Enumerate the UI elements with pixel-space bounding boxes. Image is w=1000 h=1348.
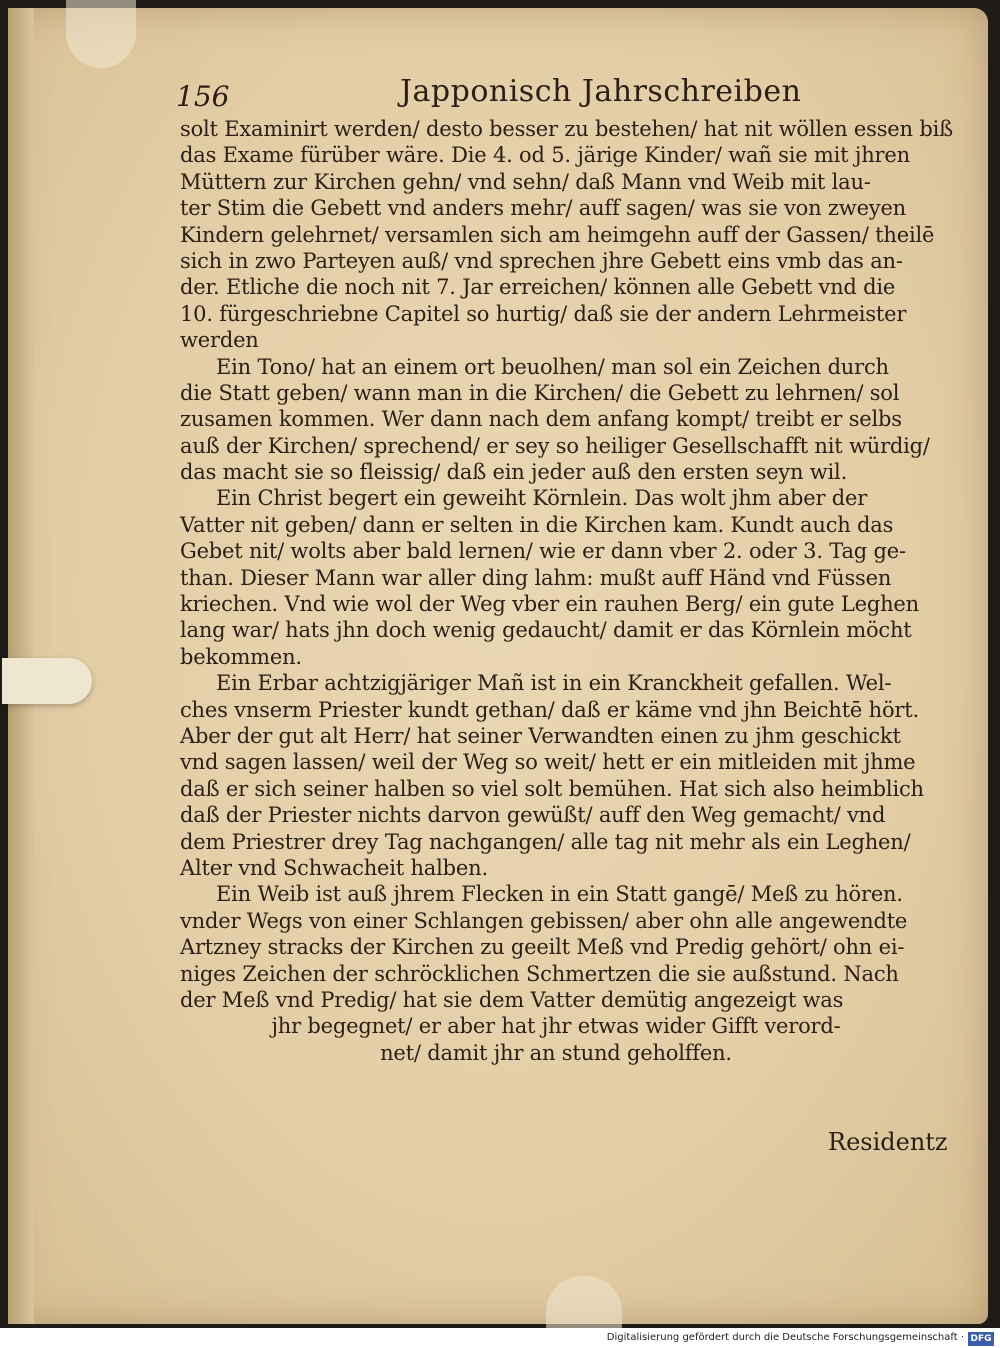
running-title: Japponisch Jahrschreiben [400, 74, 802, 109]
page-number: 156 [176, 80, 230, 113]
paragraph-start-line: Ein Christ begert ein geweiht Körnlein. Das wolt jhm aber der [216, 486, 868, 511]
text-line: die Statt geben/ wann man in die Kirchen/ die Gebett zu lehrnen/ sol [180, 380, 900, 405]
text-line: dem Priestrer drey Tag nachgangen/ alle tag nit mehr als ein Leghen/ [180, 829, 911, 854]
paragraph-start-line: Ein Weib ist auß jhrem Flecken in ein Statt gangē/ Meß zu hören. [216, 882, 903, 907]
text-line: bekommen. [180, 644, 302, 669]
text-line: 10. fürgeschriebne Capitel so hurtig/ daß sie der andern Lehrmeister [180, 301, 907, 326]
text-line: ter Stim die Gebett vnd anders mehr/ auff sagen/ was sie von zweyen [180, 196, 907, 221]
text-line: Alter vnd Schwacheit halben. [180, 855, 488, 880]
text-line: der Meß vnd Predig/ hat sie dem Vatter demütig angezeigt was [180, 987, 844, 1012]
body-text [180, 116, 953, 1066]
footer-bar [0, 1330, 1000, 1348]
paragraph-start-line: Ein Tono/ hat an einem ort beuolhen/ man sol ein Zeichen durch [216, 354, 889, 379]
text-line: Vatter nit geben/ dann er selten in die Kirchen kam. Kundt auch das [180, 512, 894, 537]
text-line: Artzney stracks der Kirchen zu geeilt Meß vnd Predig gehört/ ohn ei- [180, 935, 905, 960]
plastic-clip-top [66, 0, 136, 68]
text-line: Gebet nit/ wolts aber bald lernen/ wie er dann vber 2. oder 3. Tag ge- [180, 539, 906, 564]
text-line: solt Examinirt werden/ desto besser zu bestehen/ hat nit wöllen essen biß [180, 117, 953, 141]
text-line: ches vnserm Priester kundt gethan/ daß er käme vnd jhn Beichtē hört. [180, 697, 919, 722]
text-line: vnd sagen lassen/ weil der Weg so weit/ hett er ein mitleiden mit jhme [180, 750, 916, 775]
text-line: kriechen. Vnd wie wol der Weg vber ein rauhen Berg/ ein gute Leghen [180, 592, 919, 617]
paragraph-start-line: Ein Erbar achtzigjäriger Mañ ist in ein Kranckheit gefallen. Wel- [216, 671, 892, 696]
centered-text-line: jhr begegnet/ er aber hat jhr etwas wider Gifft verord- [271, 1014, 841, 1039]
centered-text-line: net/ damit jhr an stund geholffen. [380, 1040, 732, 1065]
text-line: zusamen kommen. Wer dann nach dem anfang kompt/ treibt er selbs [180, 407, 902, 432]
text-line: das Exame fürüber wäre. Die 4. od 5. järige Kinder/ wañ sie mit jhren [180, 143, 910, 168]
text-line: sich in zwo Parteyen auß/ vnd sprechen jhre Gebett eins vmb das an- [180, 248, 903, 273]
text-line: daß er sich seiner halben so viel solt bemühen. Hat sich also heimblich [180, 776, 924, 801]
text-line: Müttern zur Kirchen gehn/ vnd sehn/ daß Mann vnd Weib mit lau- [180, 169, 871, 194]
dfg-logo: DFG [968, 1332, 994, 1346]
catchword: Residentz [828, 1128, 948, 1156]
plastic-clip-left [2, 658, 92, 704]
text-line: Aber der gut alt Herr/ hat seiner Verwandten einen zu jhm geschickt [180, 723, 901, 748]
text-line: auß der Kirchen/ sprechend/ er sey so heiliger Gesellschafft nit würdig/ [180, 433, 930, 458]
text-line: lang war/ hats jhn doch wenig gedaucht/ damit er das Körnlein möcht [180, 618, 912, 643]
text-line: than. Dieser Mann war aller ding lahm: mußt auff Händ vnd Füssen [180, 565, 892, 590]
digitization-credit: Digitalisierung gefördert durch die Deutsche Forschungsgemeinschaft · [606, 1332, 964, 1343]
text-line: daß der Priester nichts darvon gewüßt/ auff den Weg gemacht/ vnd [180, 803, 886, 828]
text-line: der. Etliche die noch nit 7. Jar erreichen/ können alle Gebett vnd die [180, 275, 896, 300]
text-line: niges Zeichen der schröcklichen Schmertzen die sie außstund. Nach [180, 961, 899, 986]
text-line: das macht sie so fleissig/ daß ein jeder auß den ersten seyn wil. [180, 460, 848, 485]
text-line: Kindern gelehrnet/ versamlen sich am heimgehn auff der Gassen/ theilē [180, 222, 935, 247]
text-line: werden [180, 328, 259, 353]
text-line: vnder Wegs von einer Schlangen gebissen/ aber ohn alle angewendte [180, 908, 908, 933]
plastic-clip-bottom [546, 1276, 622, 1328]
